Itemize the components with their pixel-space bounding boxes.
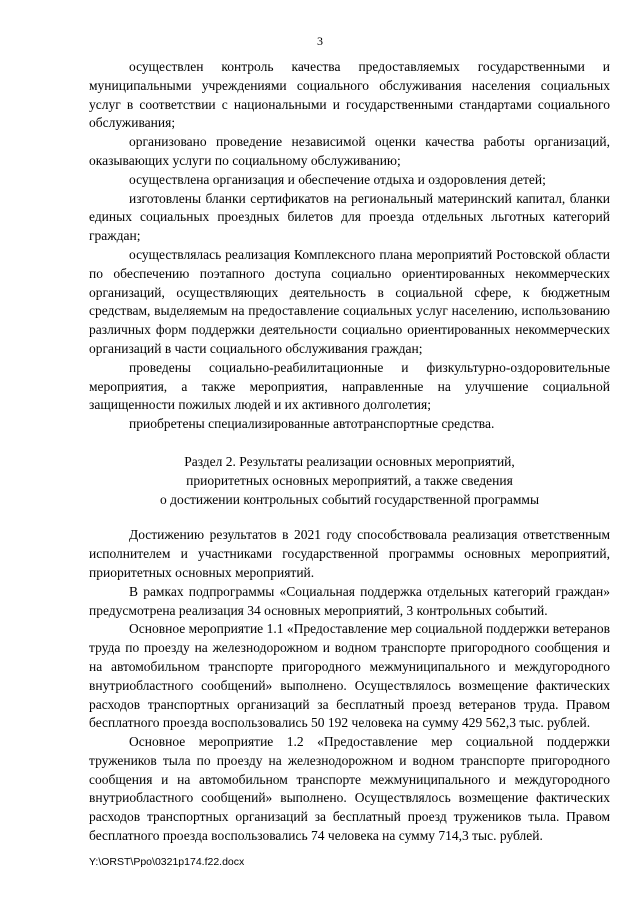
paragraph: Достижению результатов в 2021 году способствовала реализация ответственным исполнителем и участниками государственной программы основных мероприятий, приоритетных основных мероприятий.	[89, 527, 610, 580]
paragraph: осуществлен контроль качества предоставляемых государственными и муниципальными учреждениями социального обслуживания населения социальных услуг в соответствии с национальными и государственными стандартами социального обслуживания;	[89, 59, 610, 131]
document-body	[89, 58, 610, 846]
section-heading	[89, 453, 610, 509]
section-heading-line: приоритетных основных мероприятий, а также сведения	[186, 472, 513, 488]
page-number: 3	[317, 34, 323, 48]
paragraph: организовано проведение независимой оценки качества работы организаций, оказывающих услуги по социальному обслуживанию;	[89, 134, 610, 168]
paragraph: В рамках подпрограммы «Социальная поддержка отдельных категорий граждан» предусмотрена реализация 34 основных мероприятий, 3 контрольных событий.	[89, 583, 610, 618]
footer-file-path: Y:\ORST\Ppo\0321p174.f22.docx	[89, 856, 245, 868]
section-heading-line: Раздел 2. Результаты реализации основных мероприятий,	[184, 453, 515, 469]
section-heading-line: о достижении контрольных событий государственной программы	[159, 491, 540, 507]
paragraph: приобретены специализированные автотранспортные средства.	[129, 416, 495, 432]
paragraph: проведены социально-реабилитационные и физкультурно-оздоровительные мероприятия, а также мероприятия, направленные на улучшение социальной защищенности пожилых людей и их активного долголетия;	[89, 359, 610, 413]
paragraph: изготовлены бланки сертификатов на региональный материнский капитал, бланки единых социальных проездных билетов для проезда отдельных льготных категорий граждан;	[89, 190, 610, 244]
paragraph: осуществлена организация и обеспечение отдыха и оздоровления детей;	[129, 171, 546, 187]
paragraph: Основное мероприятие 1.2 «Предоставление мер социальной поддержки тружеников тыла по проезду на железнодорожном и водном транспорте пригородного сообщения и на автомобильном транспорте межмуниципального и междугородного внутриобластного сообщений» выполнено. Осуществлялось возмещение фактических расходов транспортных организаций за бесплатный проезд тружеников тыла. Правом бесплатного проезда воспользовались 74 человека на сумму 714,3 тыс. рублей.	[89, 734, 610, 844]
paragraph: Основное мероприятие 1.1 «Предоставление мер социальной поддержки ветеранов труда по проезду на железнодорожном и водном транспорте пригородного сообщения и на автомобильном транспорте пригородного межмуниципального и междугородного внутриобластного сообщений» выполнено. Осуществлялось возмещение фактических расходов транспортных организаций за бесплатный проезд ветеранов труда. Правом бесплатного проезда воспользовались 50 192 человека на сумму 429 562,3 тыс. рублей.	[89, 621, 610, 731]
paragraph: осуществлялась реализация Комплексного плана мероприятий Ростовской области по обеспечению поэтапного доступа социально ориентированных некоммерческих организаций, осуществляющих деятельность в социальной сфере, к бюджетным средствам, выделяемым на предоставление социальных услуг населению, использованию различных форм поддержки деятельности социально ориентированных некоммерческих организаций в части социального обслуживания граждан;	[89, 246, 610, 356]
